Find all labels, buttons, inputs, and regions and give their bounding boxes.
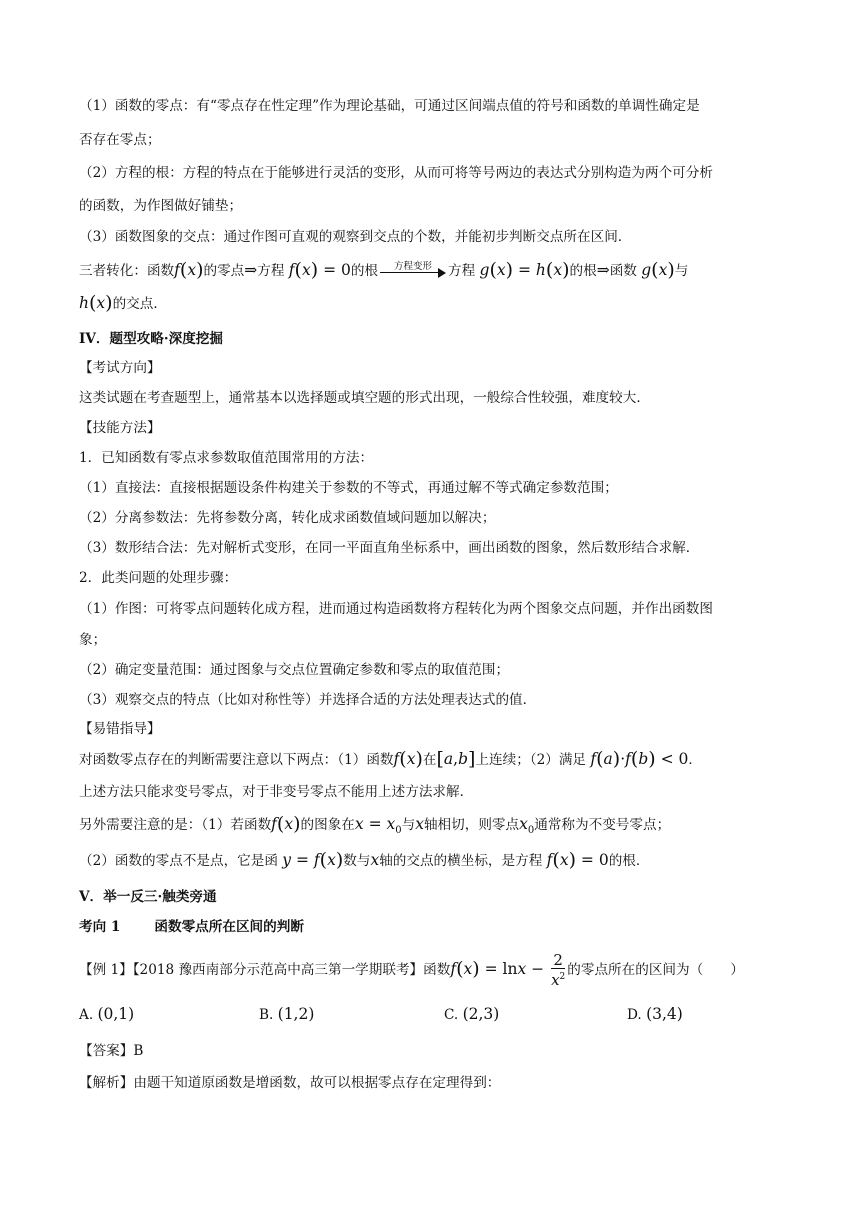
option-b: B. (1,2) — [259, 1005, 315, 1023]
text-line: 否存在零点； — [79, 132, 161, 148]
error-guide-line: 对函数零点存在的判断需要注意以下两点：（1）函数f(x)在[a,b]上连续；（2）满足 f(a)·f(b) < 0． — [79, 748, 702, 770]
text-line: 的函数，为作图做好铺垫； — [79, 198, 243, 214]
text-line: （2）方程的根：方程的特点在于能够进行灵活的变形，从而可将等号两边的表达式分别构造为两个可分析 — [79, 165, 713, 181]
text-line: （3）观察交点的特点（比如对称性等）并选择合适的方法处理表达式的值． — [79, 692, 537, 708]
bracket-heading: 【考试方向】 — [79, 360, 161, 376]
subsection-heading: 考向 1 函数零点所在区间的判断 — [79, 919, 304, 935]
bracket-heading: 【技能方法】 — [79, 420, 161, 436]
note-line: （2）函数的零点不是点，它是函 y = f(x)数与x轴的交点的横坐标，是方程 f(x) = 0的根． — [79, 849, 650, 871]
fraction: $\frac{2}{x^2}$ — [551, 951, 566, 989]
text-line: （2）确定变量范围：通过图象与交点位置确定参数和零点的取值范围； — [79, 662, 510, 678]
text-line: （3）函数图象的交点：通过作图可直观的观察到交点的个数，并能初步判断交点所在区间． — [79, 229, 632, 245]
transform-arrow: 方程变形 — [380, 259, 446, 279]
text-line: （1）直接法：直接根据题设条件构建关于参数的不等式，再通过解不等式确定参数范围； — [79, 480, 618, 496]
note-line: 另外需要注意的是：（1）若函数f(x)的图象在$x = x_0$与x轴相切，则零点$x_0$通常称为不变号零点； — [79, 813, 671, 836]
text-line: 象； — [79, 632, 107, 648]
bracket-heading: 【易错指导】 — [79, 721, 161, 737]
section-heading: IV．题型攻略·深度挖掘 — [79, 331, 223, 347]
text-line: 2．此类问题的处理步骤： — [79, 570, 238, 586]
example-question: 【例 1】【2018 豫西南部分示范高中高三第一学期联考】函数f(x) = lnx − $\frac{2}{x^2}$ 的零点所在的区间为（ ） — [79, 951, 744, 989]
conversion-line-cont: h(x)的交点． — [79, 292, 167, 314]
text-line: 1．已知函数有零点求参数取值范围常用的方法： — [79, 450, 374, 466]
text-line: （1）作图：可将零点问题转化成方程，进而通过构造函数将方程转化为两个图象交点问题，并作出函数图 — [79, 601, 713, 617]
text-line: （2）分离参数法：先将参数分离，转化成求函数值域问题加以解决； — [79, 510, 496, 526]
option-c: C. (2,3) — [444, 1005, 500, 1023]
analysis-line: 【解析】由题干知道原函数是增函数，故可以根据零点存在定理得到： — [79, 1075, 501, 1091]
option-d: D. (3,4) — [627, 1005, 683, 1023]
text-line: （1）函数的零点：有“零点存在性定理”作为理论基础，可通过区间端点值的符号和函数的单调性确定是 — [79, 98, 700, 114]
answer-line: 【答案】B — [79, 1043, 144, 1059]
conversion-line: 三者转化：函数f(x)的零点⇒方程 f(x) = 0的根 方程变形 方程 g(x) = h(x)的根⇒函数 g(x)与 — [79, 259, 689, 281]
option-a: A. (0,1) — [79, 1005, 135, 1023]
text-line: 上述方法只能求变号零点，对于非变号零点不能用上述方法求解． — [79, 784, 474, 800]
text-line: 这类试题在考查题型上，通常基本以选择题或填空题的形式出现，一般综合性较强，难度较大． — [79, 390, 650, 406]
text-line: （3）数形结合法：先对解析式变形，在同一平面直角坐标系中，画出函数的图象，然后数形结合求解． — [79, 540, 700, 556]
section-heading: V．举一反三·触类旁通 — [79, 889, 217, 905]
